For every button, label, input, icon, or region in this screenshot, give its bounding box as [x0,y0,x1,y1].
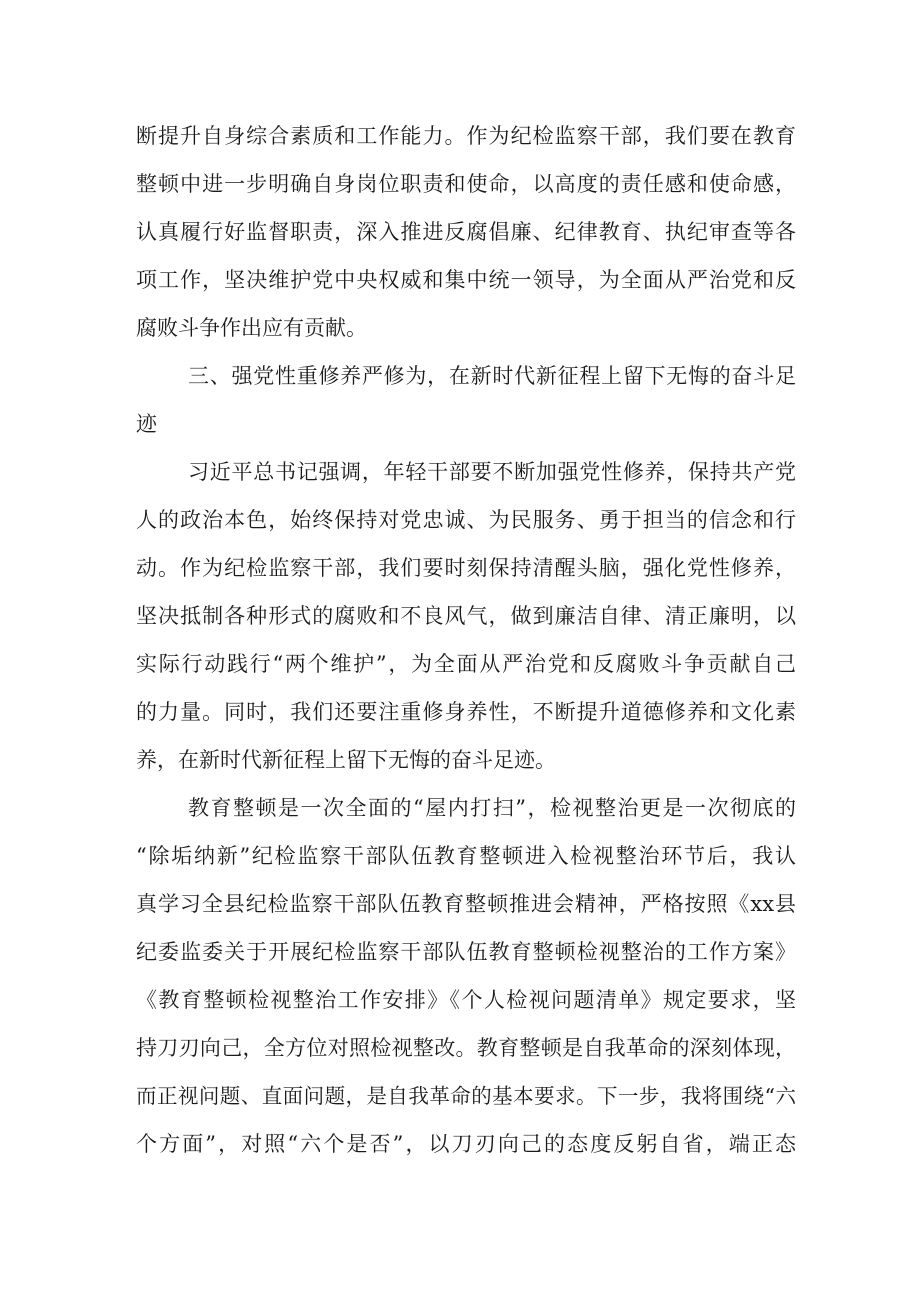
text-line: 认真履行好监督职责，深入推进反腐倡廉、纪律教育、执纪审查等各 [136,220,796,244]
text-line: 迹 [136,412,157,436]
text-line: 养，在新时代新征程上留下无悔的奋斗足迹。 [136,748,556,772]
text-line: 《教育整顿检视整治工作安排》《个人检视问题清单》规定要求，坚 [136,988,796,1012]
text-line: 腐败斗争作出应有贡献。 [136,316,367,340]
text-line: “除垢纳新”纪检监察干部队伍教育整顿进入检视整治环节后，我认 [136,844,796,868]
text-line: 个方面”，对照“六个是否”，以刀刃向己的态度反躬自省，端正态 [136,1132,796,1156]
text-line: 习近平总书记强调，年轻干部要不断加强党性修养，保持共产党 [188,460,796,484]
text-line: 而正视问题、直面问题，是自我革命的基本要求。下一步，我将围绕“六 [136,1084,796,1108]
text-line: 三、强党性重修养严修为，在新时代新征程上留下无悔的奋斗足 [188,364,796,388]
text-line: 整顿中进一步明确自身岗位职责和使命，以高度的责任感和使命感， [136,172,796,196]
document-body [136,112,796,1168]
text-line: 的力量。同时，我们还要注重修身养性，不断提升道德修养和文化素 [136,700,796,724]
text-line: 断提升自身综合素质和工作能力。作为纪检监察干部，我们要在教育 [136,124,796,148]
text-line: 持刀刃向己，全方位对照检视整改。教育整顿是自我革命的深刻体现， [136,1036,796,1060]
text-line: 项工作，坚决维护党中央权威和集中统一领导，为全面从严治党和反 [136,268,796,292]
text-line: 纪委监委关于开展纪检监察干部队伍教育整顿检视整治的工作方案》 [136,940,796,964]
text-line: 坚决抵制各种形式的腐败和不良风气，做到廉洁自律、清正廉明，以 [136,604,796,628]
text-line: 真学习全县纪检监察干部队伍教育整顿推进会精神，严格按照《xx县 [136,892,796,916]
text-line: 人的政治本色，始终保持对党忠诚、为民服务、勇于担当的信念和行 [136,508,796,532]
text-line: 动。作为纪检监察干部，我们要时刻保持清醒头脑，强化党性修养， [136,556,796,580]
text-line: 教育整顿是一次全面的“屋内打扫”，检视整治更是一次彻底的 [188,796,796,820]
text-line: 实际行动践行“两个维护”，为全面从严治党和反腐败斗争贡献自己 [136,652,796,676]
